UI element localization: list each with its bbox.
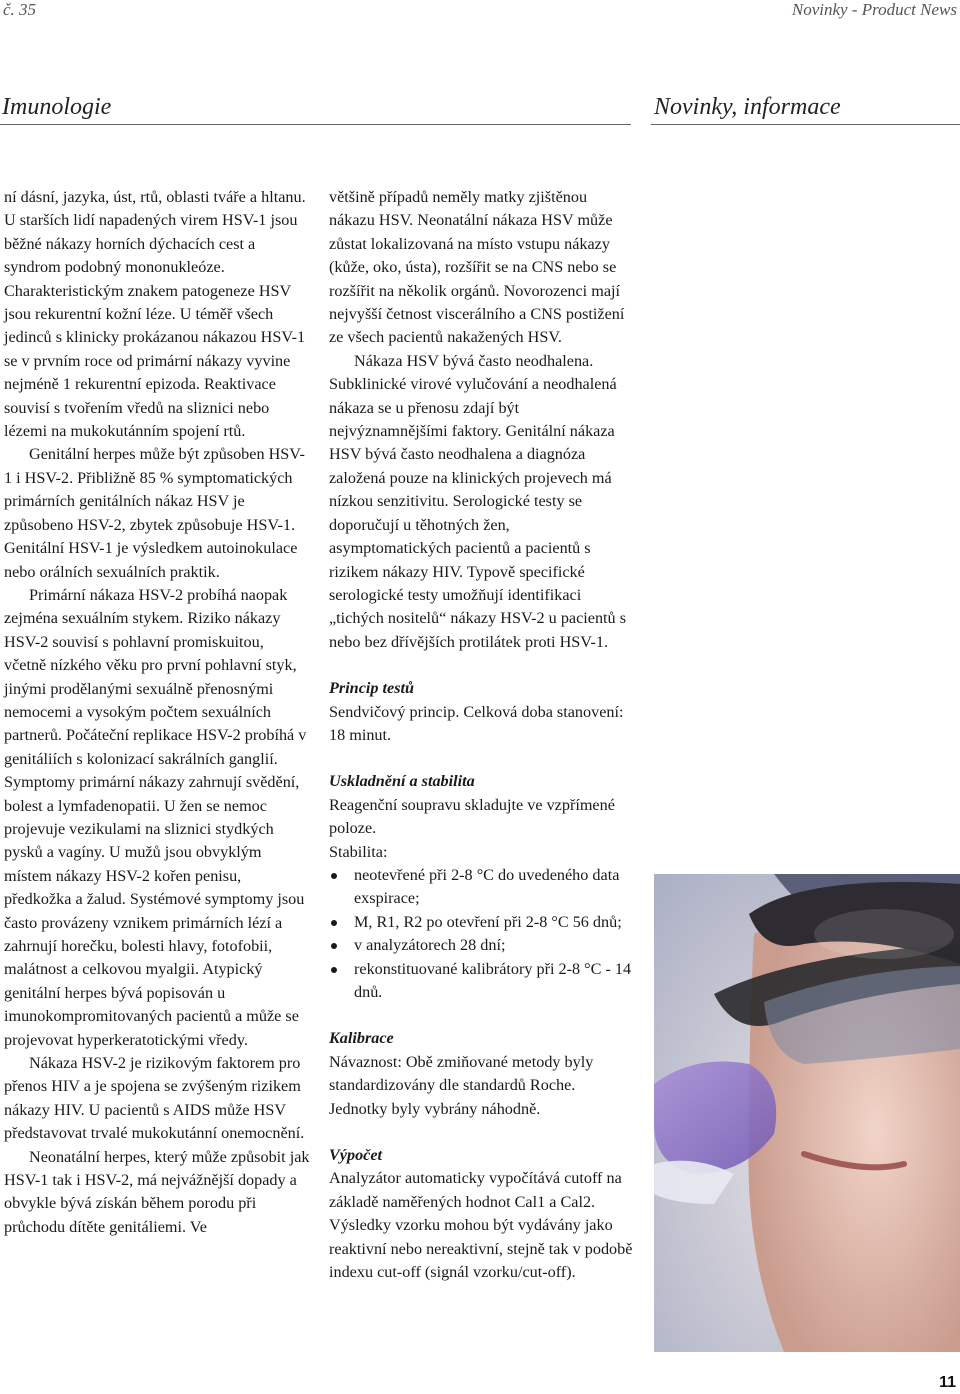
calculation-heading: Výpočet xyxy=(329,1146,383,1165)
princip-text: Sendvičový princip. Celková doba stanovení: 18 minut. xyxy=(329,702,624,744)
left-paragraph-4: Nákaza HSV-2 je rizikovým faktorem pro přenos HIV a je spojena se zvýšeným rizikem nákazy HIV. U pacientů s AIDS může HSV představovat trvalé mukokutánní onemocnění. xyxy=(4,1054,305,1143)
left-paragraph-1: ní dásní, jazyka, úst, rtů, oblasti tváře a hltanu. U starších lidí napadených virem HSV-1 jsou běžné nákazy horních dýchacích cest a syndrom podobný mononukleóze. Charakteristickým znakem patogeneze HSV jsou rekurentní kožní léze. U téměř všech jedinců s klinicky prokázanou nákazou HSV-1 se v prvním roce od primární nákazy vyvine nejméně 1 rekurentní epizoda. Reaktivace souvisí s tvořením vředů na sliznici nebo lézemi na mukokutánním spojení rtů. xyxy=(4,188,306,441)
header-divider-right xyxy=(651,124,960,125)
left-paragraph-5: Neonatální herpes, který může způsobit jak HSV-1 tak i HSV-2, má nejvážnější dopady a obvykle bývá získán během porodu při průchodu dítěte genitáliemi. Ve xyxy=(4,1147,310,1236)
spacer xyxy=(329,654,634,677)
issue-number: č. 35 xyxy=(3,0,37,19)
section-title-immunology: Imunologie xyxy=(2,94,112,120)
spacer xyxy=(329,747,634,770)
stability-item: rekonstituované kalibrátory při 2-8 °C - 14 dnů. xyxy=(329,958,634,1005)
storage-heading: Uskladnění a stabilita xyxy=(329,772,475,791)
stability-item: M, R1, R2 po otevření při 2-8 °C 56 dnů; xyxy=(329,911,634,934)
header-divider-left xyxy=(0,124,631,125)
mid-paragraph-2: Nákaza HSV bývá často neodhalena. Subklinické virové vylučování a neodhalená nákaza se u přenosu zdají být nejvýznamnějšími faktory. Genitální nákaza HSV bývá často neodhalena a diagnóza založená pouze na klinických projevech má nízkou senzitivitu. Serologické testy se doporučují u těhotných žen, asymptomatických pacientů a pacientů s rizikem nákazy HIV. Typově specifické serologické testy umožňují identifikaci „tichých nositelů“ nákazy HSV-2 u pacientů s nebo bez dřívějších protilátek proti HSV-1. xyxy=(329,351,626,651)
storage-text: Reagenční soupravu skladujte ve vzpřímené poloze. xyxy=(329,795,615,838)
spacer xyxy=(329,1004,634,1027)
princip-heading: Princip testů xyxy=(329,679,414,698)
spacer xyxy=(329,1121,634,1144)
magazine-name: Novinky - Product News xyxy=(791,0,957,19)
scientist-photo-illustration xyxy=(654,874,960,1352)
calibration-text: Návaznost: Obě zmiňované metody byly standardizovány dle standardů Roche. Jednotky byly vybrány náhodně. xyxy=(329,1052,594,1118)
calculation-text: Analyzátor automaticky vypočítává cutoff na základě naměřených hodnot Cal1 a Cal2. Výsledky vzorku mohou být vydávány jako reaktivní nebo nereaktivní, stejně tak v podobě indexu cut-off (signál vzorku/cut-off). xyxy=(329,1169,633,1282)
stability-item: v analyzátorech 28 dní; xyxy=(329,934,634,957)
middle-text-column xyxy=(329,186,634,1284)
left-paragraph-3: Primární nákaza HSV-2 probíhá naopak zejména sexuálním stykem. Riziko nákazy HSV-2 souvisí s pohlavní promiskuitou, včetně nízkého věku pro první pohlavní styk, jinými prodělanými sexuálně přenosnými nemocemi a vysokým počtem sexuálních partnerů. Počáteční replikace HSV-2 probíhá v genitáliích s kolonizací sakrálních ganglií. Symptomy primární nákazy zahrnují svědění, bolest a lymfadenopatii. U žen se nemoc projevuje vezikulami na sliznici stydkých pysků a vagíny. U mužů jsou obvyklým místem nákazy HSV-2 kořen penisu, předkožka a žalud. Systémové symptomy jsou často provázeny vznikem primárních lézí a zahrnují horečku, bolesti hlavy, fotofobii, malátnost a celkovou myalgii. Atypický genitální herpes bývá popisován u imunokompromitovaných pacientů a může se projevovat hyperkeratotickými vředy. xyxy=(4,585,307,1049)
page-number: 11 xyxy=(939,1374,956,1391)
section-title-news: Novinky, informace xyxy=(654,94,841,120)
left-text-column xyxy=(4,186,310,1239)
calibration-heading: Kalibrace xyxy=(329,1029,394,1048)
stability-item: neotevřené při 2-8 °C do uvedeného data exspirace; xyxy=(329,864,634,911)
stability-list xyxy=(329,864,634,1004)
stability-label: Stabilita: xyxy=(329,842,388,861)
scientist-photo xyxy=(654,874,960,1352)
mid-paragraph-1: většině případů neměly matky zjištěnou nákazu HSV. Neonatální nákaza HSV může zůstat lokalizovaná na místo vstupu nákazy (kůže, oko, ústa), rozšířit se na CNS nebo se rozšířit na několik orgánů. Novorozenci mají nejvyšší četnost viscerálního a CNS postižení ze všech pacientů nakažených HSV. xyxy=(329,188,625,347)
left-paragraph-2: Genitální herpes může být způsoben HSV-1 i HSV-2. Přibližně 85 % symptomatických primárních genitálních nákaz HSV je způsobeno HSV-2, zbytek způsobuje HSV-1. Genitální HSV-1 je výsledkem autoinokulace nebo orálních sexuálních praktik. xyxy=(4,445,305,581)
